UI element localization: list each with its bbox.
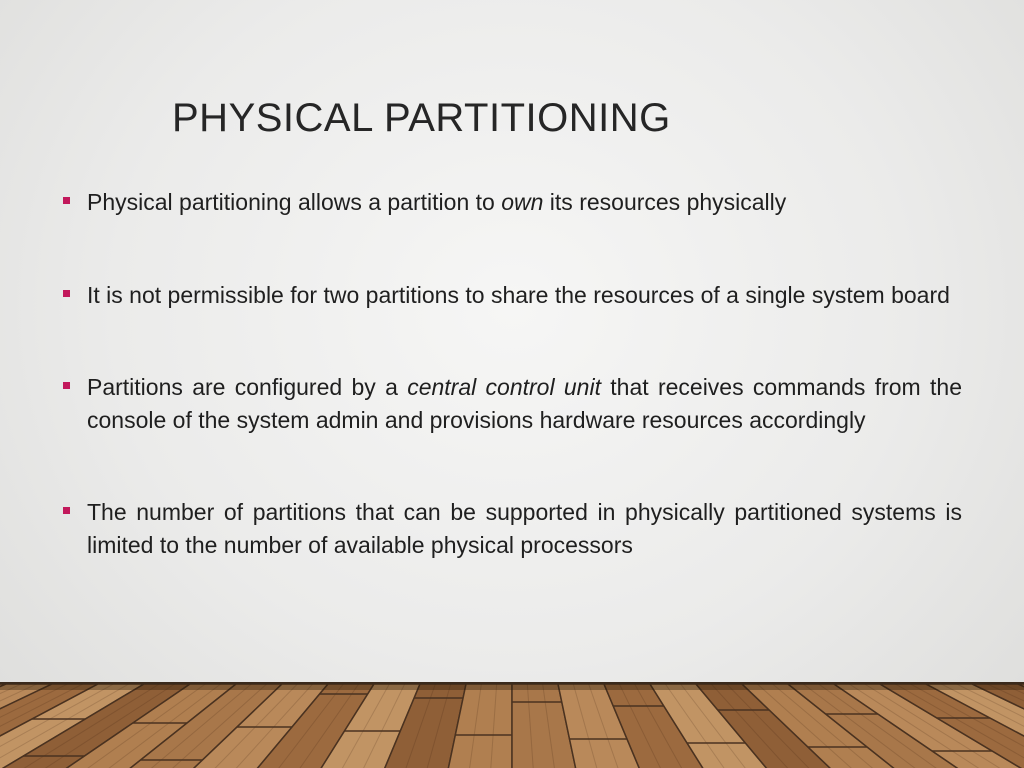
- wooden-floor: [0, 682, 1024, 768]
- bullet-text-before: Physical partitioning allows a partition to: [87, 189, 502, 215]
- bullet-text-before: The number of partitions that can be supported in physically partitioned systems is limited to the number of available physical processors: [87, 499, 962, 558]
- bullet-text-before: Partitions are configured by a: [87, 374, 408, 400]
- floor-edge-shadow: [0, 684, 1024, 690]
- bullet-square-icon: [63, 290, 70, 297]
- bullet-square-icon: [63, 382, 70, 389]
- bullet-text-before: It is not permissible for two partitions to share the resources of a single system board: [87, 281, 950, 308]
- bullet-text: [87, 371, 962, 436]
- wooden-floor-planks: [0, 684, 1024, 768]
- bullet-square-icon: [63, 197, 70, 204]
- bullet-text: [87, 496, 962, 561]
- bullet-text-after: its resources physically: [543, 189, 787, 215]
- bullet-text-after: that receives commands from the console of the system admin and provisions hardware resources accordingly: [87, 374, 962, 433]
- bullet-square-icon: [63, 507, 70, 514]
- bullet-item: [62, 186, 962, 219]
- slide-title: PHYSICAL PARTITIONING: [172, 96, 671, 140]
- bullet-text-emphasis: central control unit: [407, 374, 601, 400]
- bullet-item: [62, 371, 962, 436]
- bullet-text-emphasis: own: [501, 189, 544, 215]
- bullet-item: [62, 496, 962, 561]
- bullet-text: [87, 186, 962, 219]
- bullet-text: [87, 279, 962, 312]
- bullet-item: [62, 279, 962, 312]
- bullet-list: [62, 186, 962, 561]
